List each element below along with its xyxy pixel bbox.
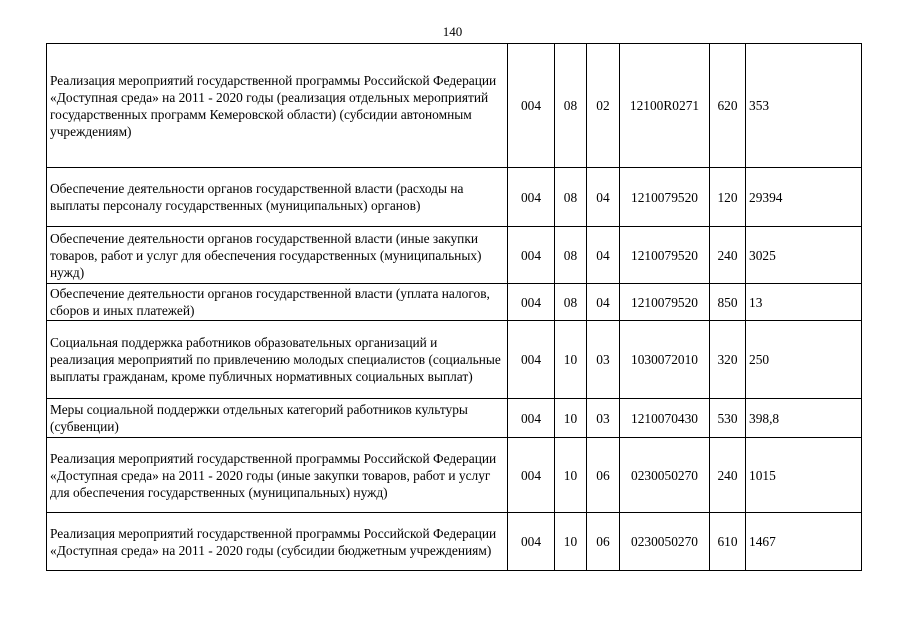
row-description: Обеспечение деятельности органов государственной власти (иные закупки товаров, работ и услуг для обеспечения государственных (муниципальных) нужд) — [47, 227, 508, 284]
ministry-code: 004 — [508, 227, 555, 284]
table-row — [47, 168, 862, 227]
row-description: Реализация мероприятий государственной программы Российской Федерации «Доступная среда» на 2011 - 2020 годы (реализация отдельных мероприятий государственных программ Кемеровской области) (субсидии автономным учреждениям) — [47, 44, 508, 168]
amount: 353 — [746, 44, 862, 168]
table-row — [47, 44, 862, 168]
row-description: Реализация мероприятий государственной программы Российской Федерации «Доступная среда» на 2011 - 2020 годы (иные закупки товаров, работ и услуг для обеспечения государственных (муниципальных) нужд) — [47, 438, 508, 513]
target-article-code: 1210070430 — [620, 399, 710, 438]
table-row — [47, 438, 862, 513]
expense-type-code: 530 — [710, 399, 746, 438]
target-article-code: 1210079520 — [620, 227, 710, 284]
ministry-code: 004 — [508, 399, 555, 438]
table-row — [47, 321, 862, 399]
ministry-code: 004 — [508, 284, 555, 321]
target-article-code: 1210079520 — [620, 168, 710, 227]
row-description: Обеспечение деятельности органов государственной власти (расходы на выплаты персоналу государственных (муниципальных) органов) — [47, 168, 508, 227]
amount: 398,8 — [746, 399, 862, 438]
ministry-code: 004 — [508, 513, 555, 571]
expense-type-code: 240 — [710, 227, 746, 284]
table-row — [47, 513, 862, 571]
table-row — [47, 399, 862, 438]
row-description: Обеспечение деятельности органов государственной власти (уплата налогов, сборов и иных платежей) — [47, 284, 508, 321]
target-article-code: 1210079520 — [620, 284, 710, 321]
amount: 1015 — [746, 438, 862, 513]
subsection-code: 06 — [587, 513, 620, 571]
amount: 3025 — [746, 227, 862, 284]
page-number: 140 — [442, 24, 463, 39]
table-row — [47, 284, 862, 321]
amount: 29394 — [746, 168, 862, 227]
amount: 250 — [746, 321, 862, 399]
section-code: 08 — [555, 284, 587, 321]
expense-type-code: 120 — [710, 168, 746, 227]
expense-type-code: 320 — [710, 321, 746, 399]
subsection-code: 04 — [587, 284, 620, 321]
expense-type-code: 620 — [710, 44, 746, 168]
row-description: Меры социальной поддержки отдельных категорий работников культуры (субвенции) — [47, 399, 508, 438]
section-code: 08 — [555, 168, 587, 227]
target-article-code: 0230050270 — [620, 438, 710, 513]
budget-table — [46, 43, 862, 571]
section-code: 10 — [555, 438, 587, 513]
ministry-code: 004 — [508, 321, 555, 399]
row-description: Социальная поддержка работников образовательных организаций и реализация мероприятий по привлечению молодых специалистов (социальные выплаты гражданам, кроме публичных нормативных социальных выплат) — [47, 321, 508, 399]
amount: 13 — [746, 284, 862, 321]
subsection-code: 06 — [587, 438, 620, 513]
subsection-code: 03 — [587, 399, 620, 438]
subsection-code: 02 — [587, 44, 620, 168]
section-code: 10 — [555, 513, 587, 571]
subsection-code: 03 — [587, 321, 620, 399]
expense-type-code: 850 — [710, 284, 746, 321]
expense-type-code: 610 — [710, 513, 746, 571]
section-code: 08 — [555, 227, 587, 284]
section-code: 08 — [555, 44, 587, 168]
expense-type-code: 240 — [710, 438, 746, 513]
target-article-code: 1030072010 — [620, 321, 710, 399]
subsection-code: 04 — [587, 227, 620, 284]
section-code: 10 — [555, 399, 587, 438]
section-code: 10 — [555, 321, 587, 399]
target-article-code: 0230050270 — [620, 513, 710, 571]
ministry-code: 004 — [508, 438, 555, 513]
amount: 1467 — [746, 513, 862, 571]
row-description: Реализация мероприятий государственной программы Российской Федерации «Доступная среда» на 2011 - 2020 годы (субсидии бюджетным учреждениям) — [47, 513, 508, 571]
ministry-code: 004 — [508, 168, 555, 227]
table-row — [47, 227, 862, 284]
target-article-code: 12100R0271 — [620, 44, 710, 168]
subsection-code: 04 — [587, 168, 620, 227]
ministry-code: 004 — [508, 44, 555, 168]
